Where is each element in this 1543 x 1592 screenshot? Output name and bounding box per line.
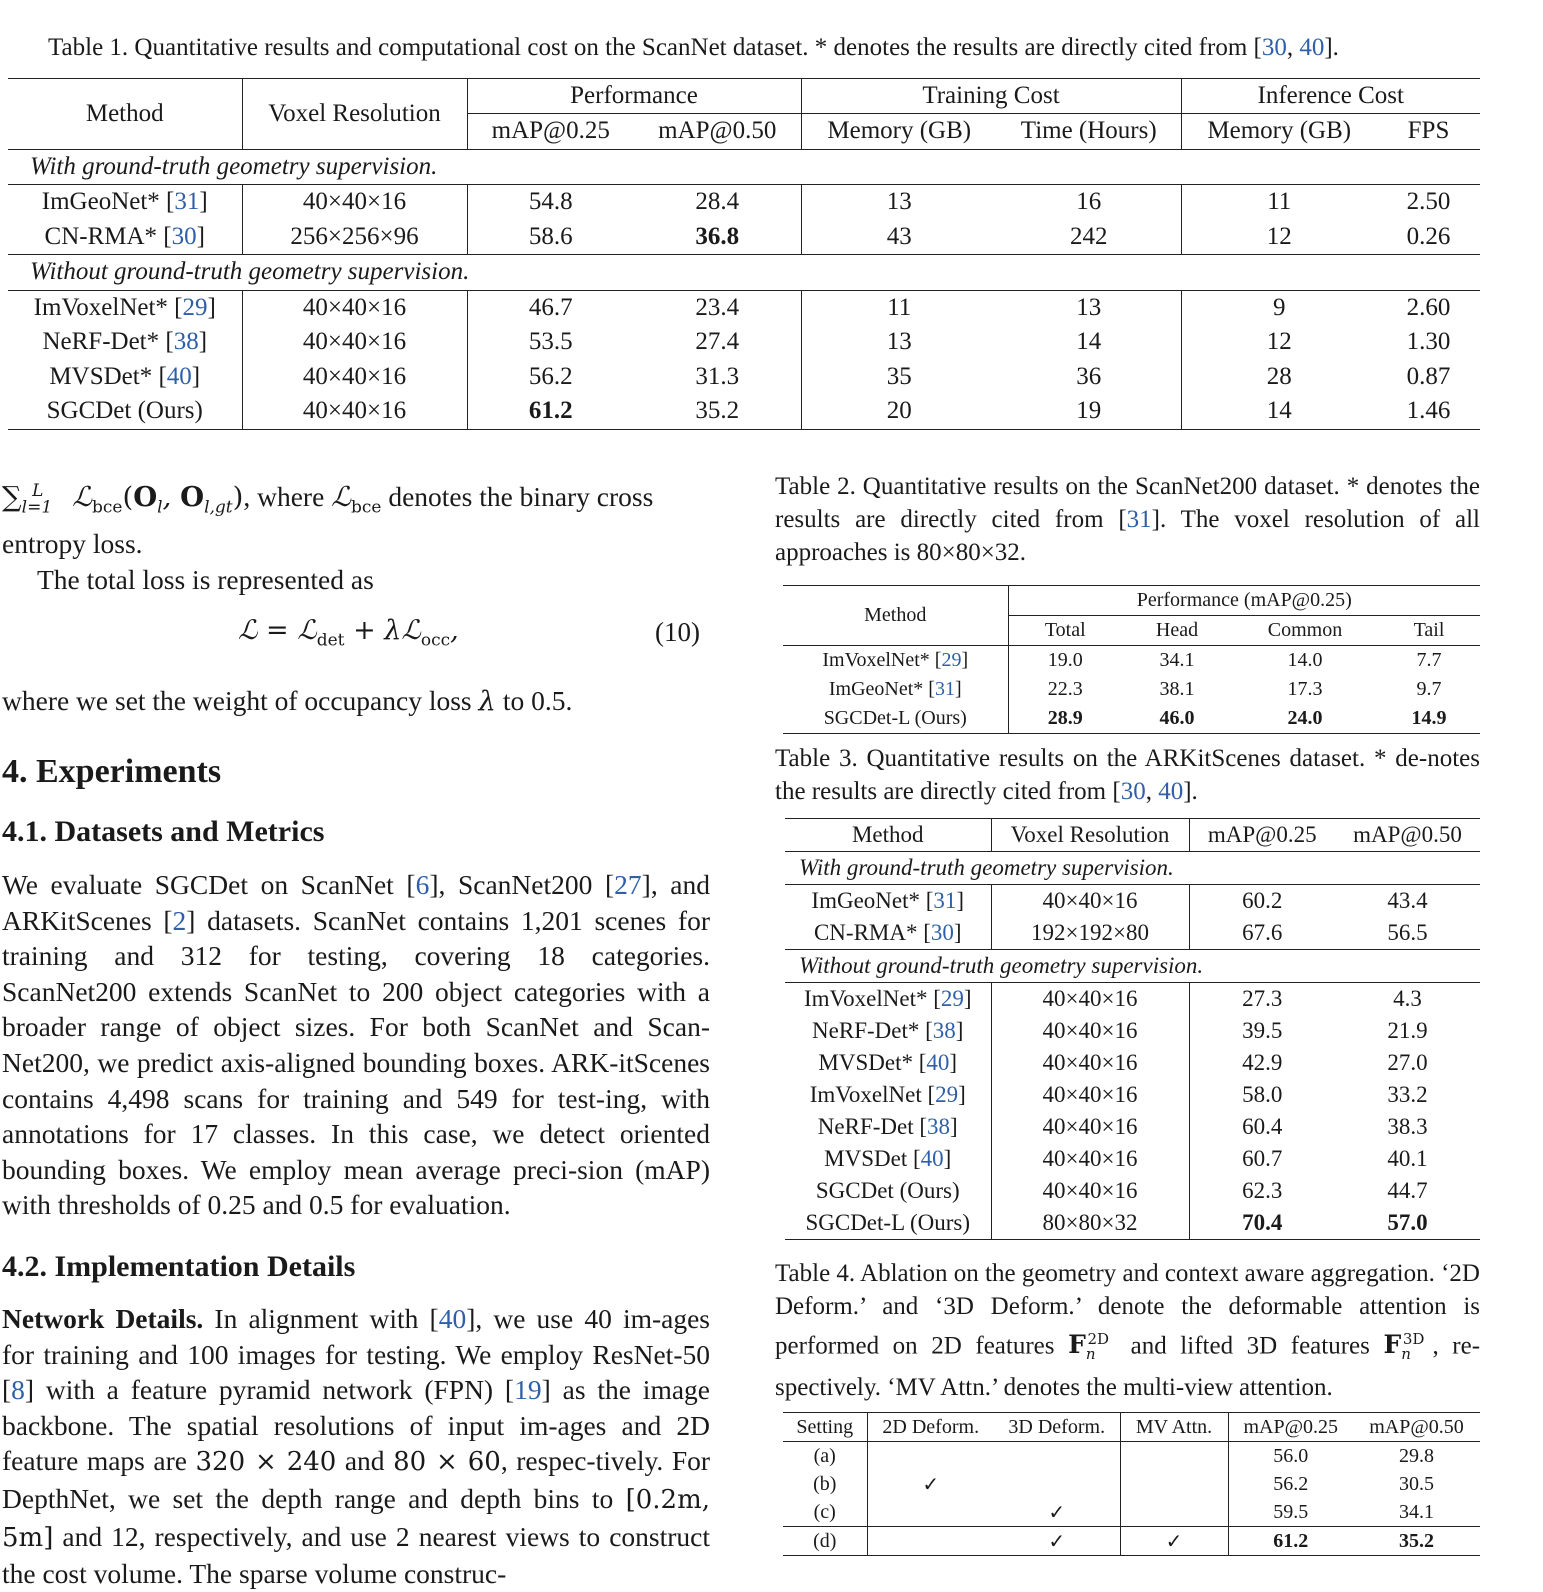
citation-link[interactable]: 29 [940, 986, 964, 1011]
header-map50: mAP@0.50 [1353, 1413, 1480, 1442]
citation-link[interactable]: 31 [174, 188, 200, 216]
header-tail: Tail [1378, 616, 1480, 646]
table-row: NeRF-Det* [38] 40×40×16 39.5 21.9 [785, 1015, 1480, 1047]
citation-link[interactable]: 29 [935, 1082, 959, 1107]
table-row: (a) 56.0 29.8 [783, 1442, 1480, 1471]
citation-link[interactable]: 38 [173, 328, 199, 356]
table2-scannet200-results [783, 585, 1480, 734]
table4-ablation [783, 1412, 1480, 1556]
table-row: MVSDet* [40] 40×40×16 42.9 27.0 [785, 1047, 1480, 1079]
datasets-paragraph: We evaluate SGCDet on ScanNet [6], ScanNet200 [27], and ARKitScenes [2] datasets. ScanNet contains 1,201 scenes for training and 312 for testing, covering 18 categories. ScanNet200 extends ScanNet to 200 object categories with a broader range of object sizes. For both ScanNet and Scan-Net200, we predict axis-aligned bounding boxes. ARK-itScenes contains 4,498 scans for training and 549 for test-ing, with annotations for 17 classes. In this case, we detect oriented bounding boxes. We employ mean average preci-sion (mAP) with thresholds of 0.25 and 0.5 for evaluation. [2, 869, 710, 1221]
table-row: ImGeoNet* [31] 40×40×16 54.8 28.4 13 16 11 2.50 [8, 185, 1480, 220]
subsection-heading-datasets: 4.1. Datasets and Metrics [2, 815, 325, 848]
citation-link[interactable]: 38 [927, 1114, 951, 1139]
citation-link[interactable]: 30 [1120, 778, 1146, 805]
section-with-gt: With ground-truth geometry supervision. [785, 852, 1480, 885]
header-fps: FPS [1407, 117, 1450, 145]
table-row: SGCDet-L (Ours) 28.9 46.0 24.0 14.9 [783, 704, 1480, 734]
table3-arkitscenes-results [785, 818, 1480, 1240]
header-training-cost: Training Cost [801, 79, 1181, 114]
citation-link[interactable]: 40 [166, 362, 192, 390]
citation-link[interactable]: 29 [182, 293, 208, 321]
table-row: NeRF-Det* [38] 40×40×16 53.5 27.4 13 14 12 1.30 [8, 325, 1480, 360]
total-loss-text: The total loss is represented as [37, 563, 374, 595]
citation-link[interactable]: 2 [172, 904, 187, 936]
section-without-gt: Without ground-truth geometry supervision. [785, 950, 1480, 983]
table-row: SGCDet (Ours) 40×40×16 62.3 44.7 [785, 1175, 1480, 1207]
citation-link[interactable]: 40 [920, 1146, 944, 1171]
header-inference-cost: Inference Cost [1181, 79, 1480, 114]
section-without-gt: Without ground-truth geometry supervision. [8, 255, 1480, 291]
equation-total-loss: ℒ = ℒ$_{det}$ + λℒ$_{occ}$, [238, 615, 459, 651]
table-row: MVSDet* [40] 40×40×16 56.2 31.3 35 36 28 0.87 [8, 360, 1480, 395]
header-train-time: Time (Hours) [1020, 117, 1157, 145]
section-with-gt: With ground-truth geometry supervision. [8, 149, 1480, 185]
citation-link[interactable]: 27 [614, 869, 642, 900]
header-map25: mAP@0.25 [1189, 819, 1335, 852]
header-3d-deform: 3D Deform. [994, 1413, 1120, 1442]
table-row: (d) ✓ ✓ 61.2 35.2 [783, 1527, 1480, 1556]
table3-caption: Table 3. Quantitative results on the ARKitScenes dataset. * de-notes the results are directly cited from [30, 40]. [775, 745, 1480, 805]
table-row: ImGeoNet* [31] 22.3 38.1 17.3 9.7 [783, 675, 1480, 704]
table-row: NeRF-Det [38] 40×40×16 60.4 38.3 [785, 1111, 1480, 1143]
loss-weight-sentence: where we set the weight of occupancy loss λ to 0.5. [2, 685, 573, 717]
header-setting: Setting [783, 1413, 867, 1442]
header-performance: Performance (mAP@0.25) [1008, 586, 1480, 616]
equation-number: (10) [655, 617, 700, 647]
citation-link[interactable]: 31 [1126, 506, 1152, 533]
table-row: MVSDet [40] 40×40×16 60.7 40.1 [785, 1143, 1480, 1175]
network-details-paragraph: Network Details. In alignment with [40], we use 40 im-ages for training and 100 images for testing. We employ ResNet-50 [8] with a feature pyramid network (FPN) [19] as the image backbone. The spatial resolutions of input im-ages and 2D feature maps are 320 × 240 and 80 × 60, respec-tively. For DepthNet, we set the depth range and depth bins to [0.2m, 5m] and 12, respectively, and use 2 nearest views to construct the cost volume. The sparse volume construc- [2, 1303, 711, 1590]
section-heading-experiments: 4. Experiments [2, 753, 222, 790]
table2-caption: Table 2. Quantitative results on the ScanNet200 dataset. * denotes the results are directly cited from [31]. The voxel resolution of all approaches is 80×80×32. [775, 473, 1480, 566]
citation-link[interactable]: 30 [1261, 34, 1287, 61]
citation-link[interactable]: 40 [438, 1303, 467, 1334]
header-2d-deform: 2D Deform. [867, 1413, 994, 1442]
header-total: Total [1008, 616, 1122, 646]
header-train-memory: Memory (GB) [801, 114, 997, 150]
header-voxel-resolution: Voxel Resolution [242, 79, 467, 150]
table-row: ImVoxelNet [29] 40×40×16 58.0 33.2 [785, 1079, 1480, 1111]
table1-scannet-results [8, 78, 1480, 430]
header-map50: mAP@0.50 [658, 117, 777, 145]
checkmark-icon: ✓ [994, 1527, 1120, 1556]
table4-caption: Table 4. Ablation on the geometry and context aware aggregation. ‘2D Deform.’ and ‘3D Deform.’ denote the deformable attention is performed on 2D features $F_n^{2D}$ and lifted 3D features $F_n^{3D}$ , re-spectively. ‘MV Attn.’ denotes the multi-view attention. [775, 1260, 1481, 1402]
table1-caption: Table 1. Quantitative results and computational cost on the ScanNet dataset. * denotes the results are directly cited from [30, 40]. [48, 34, 1339, 61]
checkmark-icon: ✓ [1120, 1527, 1228, 1556]
header-voxel-resolution: Voxel Resolution [991, 819, 1189, 852]
citation-link[interactable]: 30 [930, 920, 954, 945]
table-row: SGCDet (Ours) 40×40×16 61.2 35.2 20 19 14 1.46 [8, 394, 1480, 429]
citation-link[interactable]: 29 [941, 649, 962, 671]
checkmark-icon: ✓ [1048, 1501, 1066, 1524]
header-map25: mAP@0.25 [1228, 1413, 1353, 1442]
table-row: ImVoxelNet* [29] 19.0 34.1 14.0 7.7 [783, 646, 1480, 676]
citation-link[interactable]: 19 [514, 1374, 542, 1406]
checkmark-icon: ✓ [867, 1470, 994, 1498]
citation-link[interactable]: 6 [415, 869, 430, 900]
table-row: (b) ✓ 56.2 30.5 [783, 1470, 1480, 1498]
table-row: (c) ✓ 59.5 34.1 [783, 1498, 1480, 1527]
header-method: Method [8, 79, 242, 150]
header-mv-attn: MV Attn. [1120, 1413, 1228, 1442]
header-map50: mAP@0.50 [1335, 819, 1480, 852]
header-method: Method [783, 586, 1008, 646]
table-row: CN-RMA* [30] 256×256×96 58.6 36.8 43 242 12 0.26 [8, 220, 1480, 255]
header-method: Method [785, 819, 991, 852]
header-head: Head [1122, 616, 1232, 646]
header-inference-memory: Memory (GB) [1181, 114, 1377, 150]
citation-link[interactable]: 40 [1158, 778, 1184, 805]
citation-link[interactable]: 30 [171, 222, 197, 250]
loss-continuation-paragraph: $\sum_{l=1}^L$ $ℒ_{bce}(O_l$, $O_{l,gt}$), where ℒ$_{bce}$ denotes the binary cross entropy loss. The total loss is represented as [2, 474, 710, 597]
citation-link[interactable]: 31 [933, 888, 957, 913]
citation-link[interactable]: 31 [934, 678, 955, 700]
table-row: ImVoxelNet* [29] 40×40×16 27.3 4.3 [785, 983, 1480, 1016]
citation-link[interactable]: 40 [1299, 34, 1325, 61]
header-map25: mAP@0.25 [467, 114, 634, 150]
header-common: Common [1232, 616, 1378, 646]
header-performance: Performance [467, 79, 801, 114]
table-row: ImVoxelNet* [29] 40×40×16 46.7 23.4 11 13 9 2.60 [8, 290, 1480, 325]
table-row: SGCDet-L (Ours) 80×80×32 70.4 57.0 [785, 1207, 1480, 1240]
citation-link[interactable]: 40 [926, 1050, 950, 1075]
table-row: ImGeoNet* [31] 40×40×16 60.2 43.4 [785, 885, 1480, 918]
citation-link[interactable]: 8 [11, 1374, 25, 1406]
citation-link[interactable]: 38 [932, 1018, 956, 1043]
table-row: CN-RMA* [30] 192×192×80 67.6 56.5 [785, 917, 1480, 950]
subsection-heading-implementation: 4.2. Implementation Details [2, 1250, 356, 1283]
